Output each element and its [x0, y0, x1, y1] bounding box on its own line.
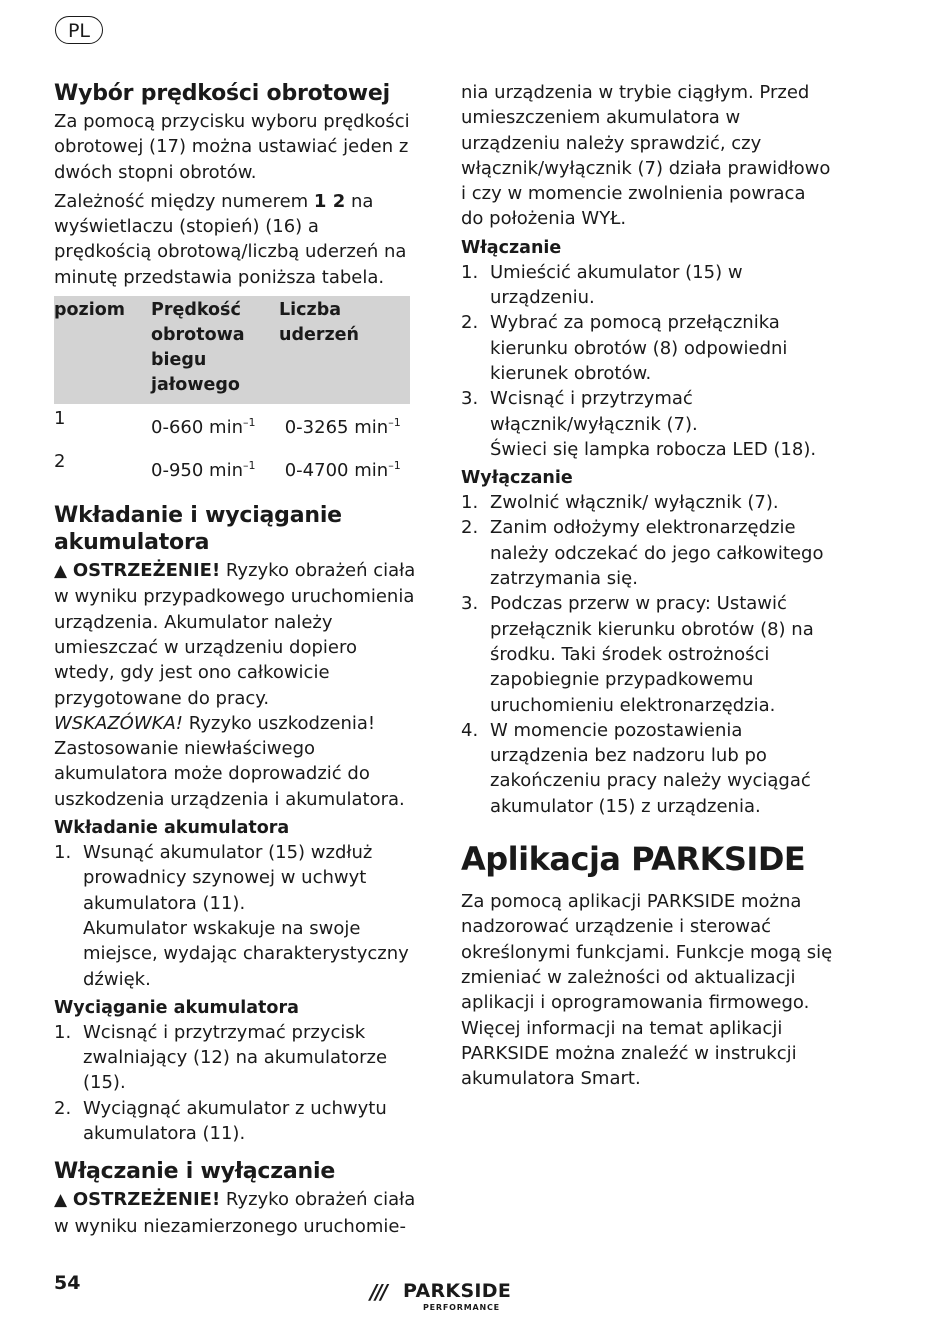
list-item: 1. Umieścić akumulator (15) w urządzeniu. [461, 261, 743, 309]
logo-brand: PARKSIDE [403, 1280, 512, 1302]
speed-table-header-row [54, 296, 410, 404]
insert-heading: Wkładanie akumulatora [54, 818, 290, 839]
page-number: 54 [54, 1272, 81, 1294]
insert-steps [54, 840, 416, 916]
list-item: 4. W momencie pozostawienia urządzenia bez nadzoru lub po zakończeniu pracy należy wyciągać akumulator (15) z urządzenia. [461, 719, 811, 817]
on-steps [461, 260, 833, 437]
on-note: Świeci się lampka robocza LED (18). [490, 438, 817, 460]
table-cell-impacts: 0-4700 $\min^{-1}$ [284, 459, 401, 482]
list-item: 2. Zanim odłożymy elektronarzędzie należy odczekać do jego całkowitego zatrzymania się. [461, 517, 824, 590]
remove-heading: Wyciąganie akumulatora [54, 997, 299, 1018]
list-item: 2. Wybrać za pomocą przełącznika kierunku obrotów (8) odpowiedni kierunek obrotów. [461, 312, 788, 384]
speed-paragraph-1: Za pomocą przycisku wyboru prędkości obrotowej (17) można ustawiać jeden z dwóch stopni obrotów. [54, 111, 410, 183]
table-header-speed: Prędkość obrotowa biegu jałowego [151, 296, 279, 404]
on-heading: Włączanie [461, 237, 562, 258]
app-heading: Aplikacja PARKSIDE [461, 840, 806, 879]
table-header-level: poziom [54, 296, 151, 404]
list-item: 3. Wcisnąć i przytrzymać włącznik/wyłącznik (7). [461, 388, 698, 435]
logo-slashes: /// [370, 1280, 386, 1304]
left-column [54, 80, 416, 1239]
list-item: 1. Zwolnić włącznik/ wyłącznik (7). [461, 492, 779, 514]
table-row [54, 447, 410, 490]
warning-icon: ▲ [54, 1190, 68, 1211]
onoff-heading: Włączanie i wyłączanie [54, 1159, 336, 1185]
table-header-impacts: Liczba uderzeń [279, 296, 410, 404]
table-cell-speed: 0-660 $\min^{-1}$ [151, 416, 256, 439]
table-row [54, 404, 410, 447]
insert-note: Akumulator wskakuje na swoje miejsce, wydając charakterystyczny dźwięk. [83, 917, 409, 990]
list-item: 2. Wyciągnąć akumulator z uchwytu akumulatora (11). [54, 1097, 387, 1145]
language-badge: PL [55, 16, 103, 44]
battery-heading: Wkładanie i wyciąganie akumulatora [54, 503, 342, 556]
logo-subtitle: PERFORMANCE [423, 1303, 500, 1312]
parkside-logo [370, 1280, 520, 1314]
table-cell-impacts: 0-3265 $\min^{-1}$ [284, 416, 401, 439]
off-heading: Wyłączanie [461, 468, 573, 489]
table-cell-level: 1 [54, 408, 66, 430]
speed-heading: Wybór prędkości obrotowej [54, 81, 390, 106]
list-item: 1. Wsunąć akumulator (15) wzdłuż prowadnicy szynowej w uchwyt akumulatora (11). [54, 842, 373, 914]
right-column [461, 80, 833, 1091]
speed-table [54, 296, 410, 490]
warning-icon: ▲ [54, 561, 68, 582]
battery-warning: ▲ OSTRZEŻENIE! Ryzyko obrażeń ciała w wyniku przypadkowego uruchomienia urządzenia. Akumulator należy umieszczać w urządzeniu dopiero wtedy, gdy jest ono całkowicie przygotowane do pracy. [54, 560, 416, 709]
off-steps [461, 490, 833, 819]
list-item: 3. Podczas przerw w pracy: Ustawić przełącznik kierunku obrotów (8) na środku. Taki środek ostrożności zapobiegnie przypadkowemu uruchomieniu elektronarzędzia. [461, 593, 814, 716]
battery-note: WSKAZÓWKA! Ryzyko uszkodzenia! Zastosowanie niewłaściwego akumulatora może doprowadzić do uszkodzenia urządzenia i akumulatora. [54, 712, 405, 810]
onoff-warning: ▲ OSTRZEŻENIE! Ryzyko obrażeń ciała w wyniku niezamierzonego uruchomie- [54, 1189, 416, 1237]
app-paragraph: Za pomocą aplikacji PARKSIDE można nadzorować urządzenie i sterować określonymi funkcjami. Funkcje mogą się zmieniać w zależności od aktualizacji aplikacji i oprogramowania firmowego. Więcej informacji na temat aplikacji PARKSIDE można znaleźć w instrukcji akumulatora Smart. [461, 891, 833, 1090]
continued-paragraph: nia urządzenia w trybie ciągłym. Przed umieszczeniem akumulatora w urządzeniu należy sprawdzić, czy włącznik/wyłącznik (7) działa prawidłowo i czy w momencie zwolnienia powraca do położenia WYŁ. [461, 82, 831, 230]
remove-steps [54, 1020, 416, 1146]
table-cell-level: 2 [54, 451, 66, 473]
speed-paragraph-2: Zależność między numerem 1 2 na wyświetlaczu (stopień) (16) a prędkością obrotową/liczbą uderzeń na minutę przedstawia poniższa tabela. [54, 190, 407, 288]
list-item: 1. Wcisnąć i przytrzymać przycisk zwalniający (12) na akumulatorze (15). [54, 1021, 388, 1094]
table-cell-speed: 0-950 $\min^{-1}$ [151, 459, 256, 482]
